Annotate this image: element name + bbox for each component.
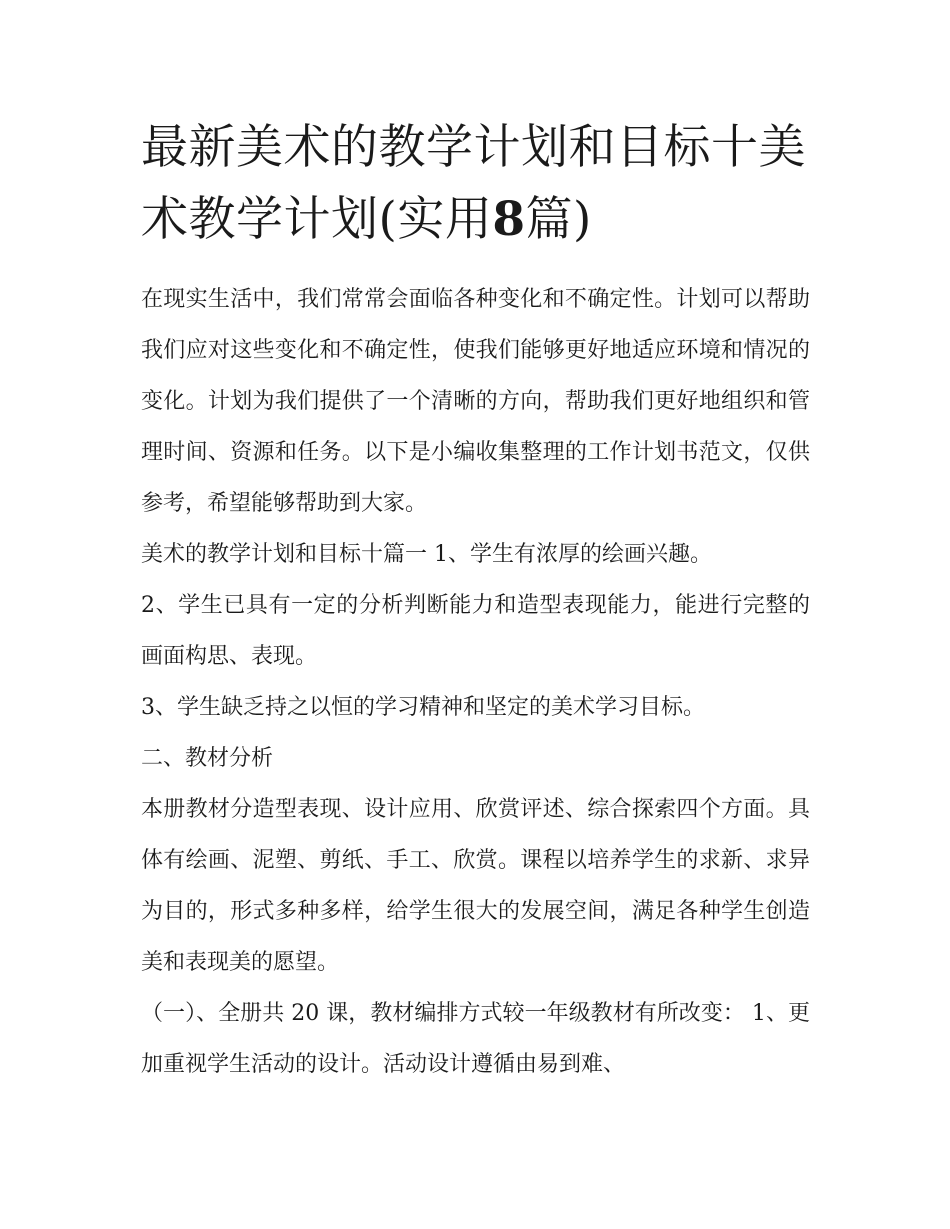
title-text: 最新美术的教学计划和目标十美术教学计划(实用 (141, 120, 806, 247)
title-suffix: 篇) (525, 192, 592, 247)
intro-paragraph: 在现实生活中，我们常常会面临各种变化和不确定性。计划可以帮助我们应对这些变化和不确定性，使我们能够更好地适应环境和情况的变化。计划为我们提供了一个清晰的方向，帮助我们更好地组织和管理时间、资源和任务。以下是小编收集整理的工作计划书范文，仅供参考，希望能够帮助到大家。 (141, 287, 810, 516)
document-title (141, 112, 810, 256)
textbook-analysis-paragraph: 本册教材分造型表现、设计应用、欣赏评述、综合探索四个方面。具体有绘画、泥塑、剪纸、手工、欣赏。课程以培养学生的求新、求异为目的，形式多种多样，给学生很大的发展空间，满足各种学生创造美和表现美的愿望。 (141, 797, 810, 975)
section-one-item-3: 3、学生缺乏持之以恒的学习精神和坚定的美术学习目标。 (141, 695, 705, 720)
section-one-item-2: 2、学生已具有一定的分析判断能力和造型表现能力，能进行完整的画面构思、表现。 (141, 593, 810, 669)
title-number: 8 (492, 192, 526, 247)
document-body (141, 274, 810, 1090)
textbook-structure-paragraph: （一）、全册共 20 课，教材编排方式较一年级教材有所改变： 1、更加重视学生活动的设计。活动设计遵循由易到难、 (141, 1001, 810, 1077)
section-one-item-1: 美术的教学计划和目标十篇一 1、学生有浓厚的绘画兴趣。 (141, 542, 712, 567)
section-heading-textbook-analysis: 二、教材分析 (141, 746, 274, 771)
